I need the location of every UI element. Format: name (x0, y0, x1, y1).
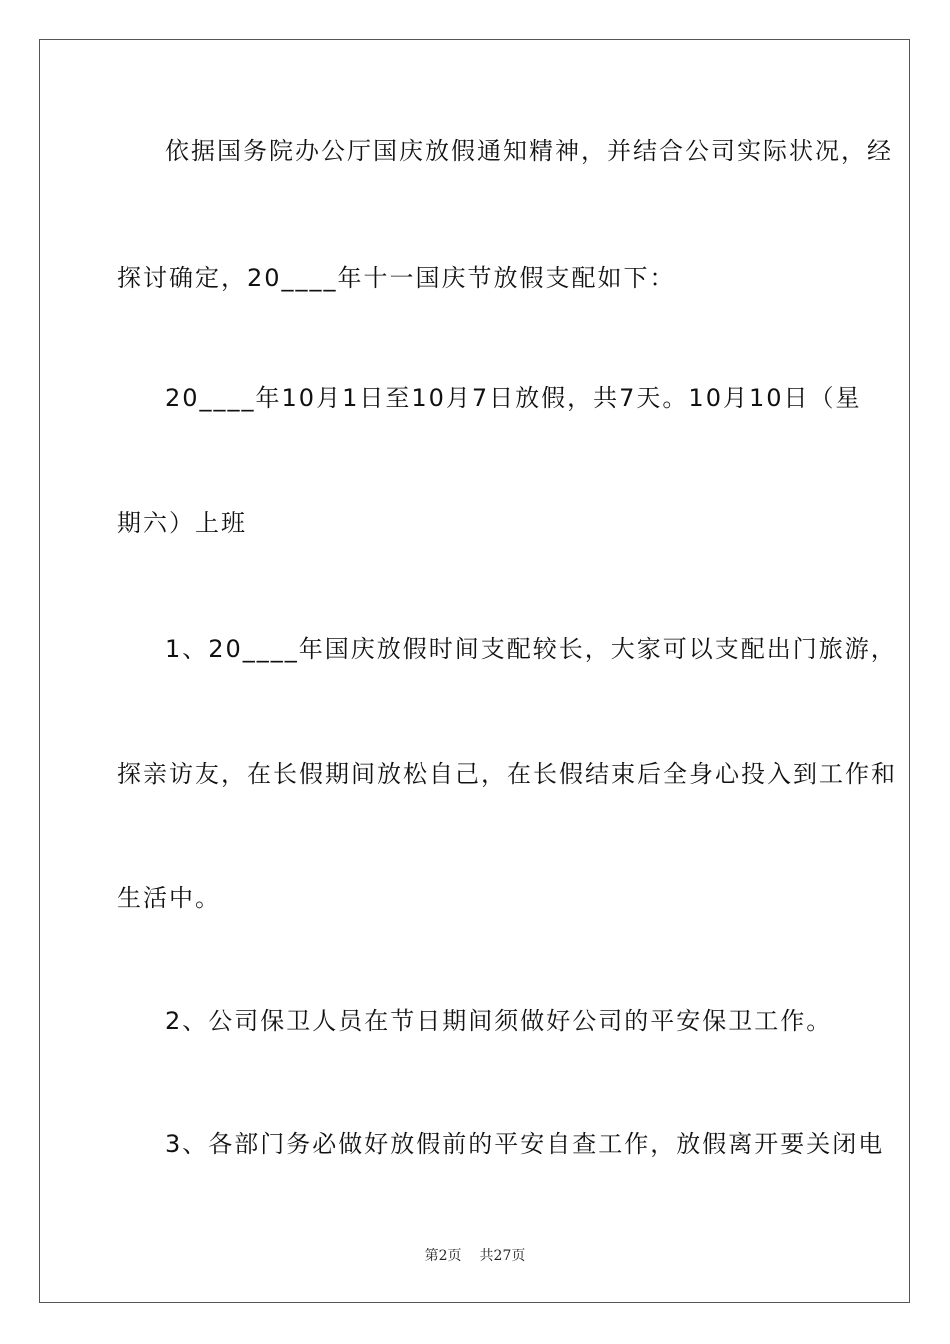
page-total-label: 共27页 (479, 1248, 526, 1264)
paragraph-line: 期六）上班 (117, 509, 247, 537)
page-footer (0, 1247, 950, 1265)
paragraph-line: 探亲访友，在长假期间放松自己，在长假结束后全身心投入到工作和 (117, 760, 897, 788)
paragraph-line: 探讨确定，20____年十一国庆节放假支配如下： (117, 264, 676, 292)
page-number-label: 第2页 (424, 1248, 462, 1264)
paragraph-line: 生活中。 (117, 884, 221, 912)
paragraph-line: 3、各部门务必做好放假前的平安自查工作，放假离开要关闭电 (165, 1130, 885, 1158)
paragraph-line: 2、公司保卫人员在节日期间须做好公司的平安保卫工作。 (165, 1007, 833, 1035)
paragraph-line: 1、20____年国庆放假时间支配较长，大家可以支配出门旅游， (165, 635, 897, 663)
page-border (39, 39, 910, 1303)
paragraph-line: 依据国务院办公厅国庆放假通知精神，并结合公司实际状况，经 (165, 137, 893, 165)
paragraph-line: 20____年10月1日至10月7日放假，共7天。10月10日（星 (165, 384, 862, 412)
